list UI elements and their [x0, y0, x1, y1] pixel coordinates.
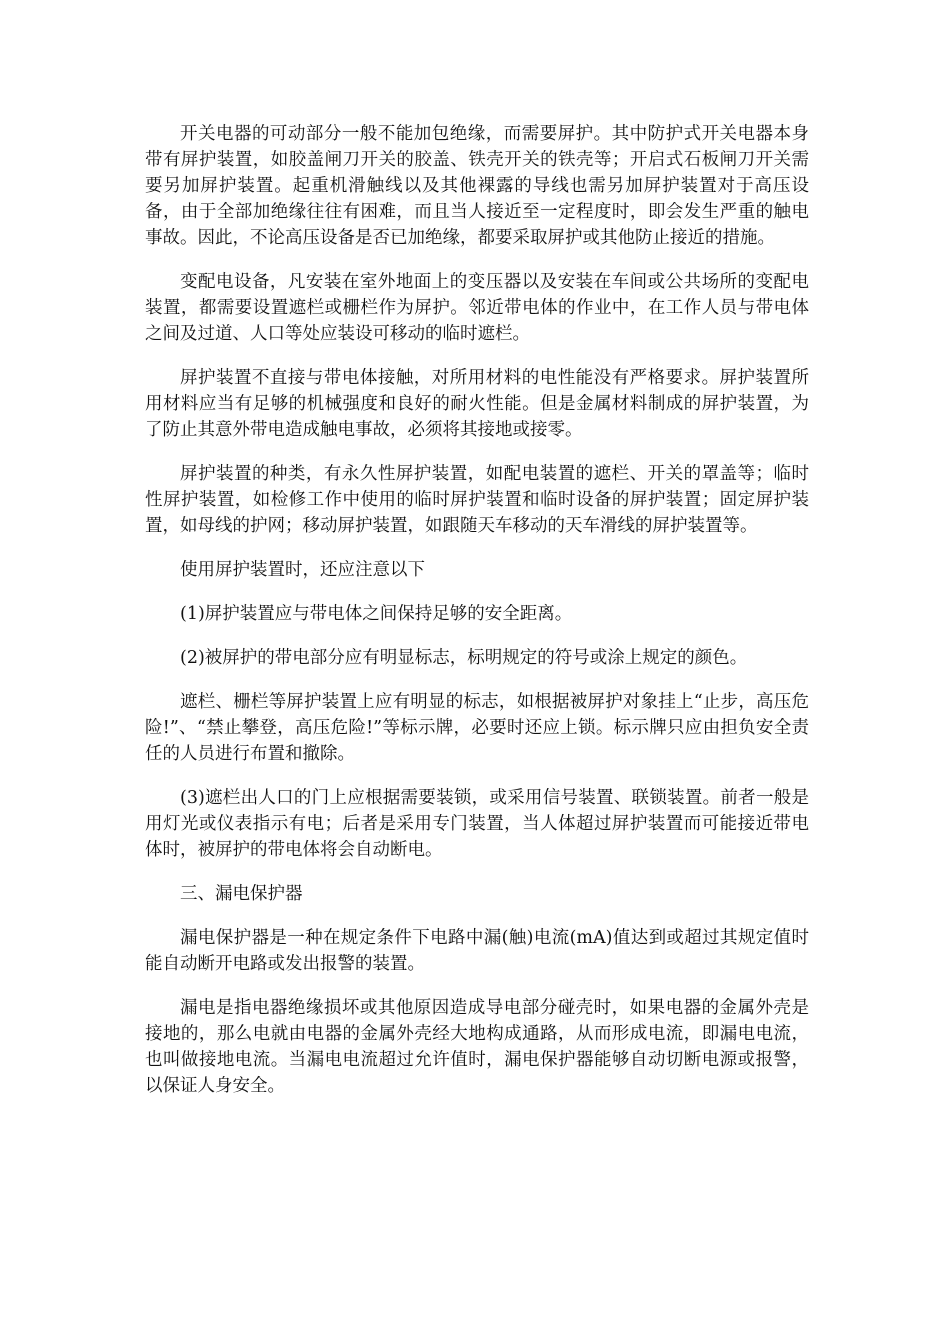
- paragraph-note-1: (1)屏护装置应与带电体之间保持足够的安全距离。: [180, 604, 573, 624]
- paragraph-leakage-explanation: 漏电是指电器绝缘损坏或其他原因造成导电部分碰壳时，如果电器的金属外壳是接地的，那么电就由电器的金属外壳经大地构成通路，从而形成电流，即漏电电流，也叫做接地电流。当漏电电流超过允许值时，漏电保护器能够自动切断电源或报警，以保证人身安全。: [145, 998, 809, 1096]
- paragraph-note-2: (2)被屏护的带电部分应有明显标志，标明规定的符号或涂上规定的颜色。: [180, 648, 748, 668]
- paragraph-shielding-switches: 开关电器的可动部分一般不能加包绝缘，而需要屏护。其中防护式开关电器本身带有屏护装置，如胶盖闸刀开关的胶盖、铁壳开关的铁壳等；开启式石板闸刀开关需要另加屏护装置。起重机滑触线以及其他裸露的导线也需另加屏护装置对于高压设备，由于全部加绝缘往往有困难，而且当人接近至一定程度时，即会发生严重的触电事故。因此，不论高压设备是否已加绝缘，都要采取屏护或其他防止接近的措施。: [145, 124, 809, 248]
- paragraph-leakage-protector-definition: 漏电保护器是一种在规定条件下电路中漏(触)电流(mA)值达到或超过其规定值时能自动断开电路或发出报警的装置。: [145, 928, 809, 974]
- paragraph-note-3: (3)遮栏出人口的门上应根据需要装锁，或采用信号装置、联锁装置。前者一般是用灯光或仪表指示有电；后者是采用专门装置，当人体超过屏护装置而可能接近带电体时，被屏护的带电体将会自动断电。: [145, 788, 809, 860]
- paragraph-substation-fences: 变配电设备，凡安装在室外地面上的变压器以及安装在车间或公共场所的变配电装置，都需要设置遮栏或栅栏作为屏护。邻近带电体的作业中，在工作人员与带电体之间及过道、人口等处应装设可移动的临时遮栏。: [145, 272, 809, 344]
- paragraph-usage-notes-intro: 使用屏护装置时，还应注意以下: [180, 560, 425, 580]
- document-body: [145, 121, 809, 1117]
- paragraph-shield-types: 屏护装置的种类，有永久性屏护装置，如配电装置的遮栏、开关的罩盖等；临时性屏护装置，如检修工作中使用的临时屏护装置和临时设备的屏护装置；固定屏护装置，如母线的护网；移动屏护装置，如跟随天车移动的天车滑线的屏护装置等。: [145, 464, 809, 536]
- paragraph-warning-signs: 遮栏、栅栏等屏护装置上应有明显的标志，如根据被屏护对象挂上“止步，高压危险!”、“禁止攀登，高压危险!”等标示牌，必要时还应上锁。标示牌只应由担负安全责任的人员进行布置和撤除。: [145, 692, 809, 764]
- section-heading-leakage-protector: 三、漏电保护器: [180, 884, 303, 904]
- paragraph-shield-materials: 屏护装置不直接与带电体接触，对所用材料的电性能没有严格要求。屏护装置所用材料应当有足够的机械强度和良好的耐火性能。但是金属材料制成的屏护装置，为了防止其意外带电造成触电事故，必须将其接地或接零。: [145, 368, 809, 440]
